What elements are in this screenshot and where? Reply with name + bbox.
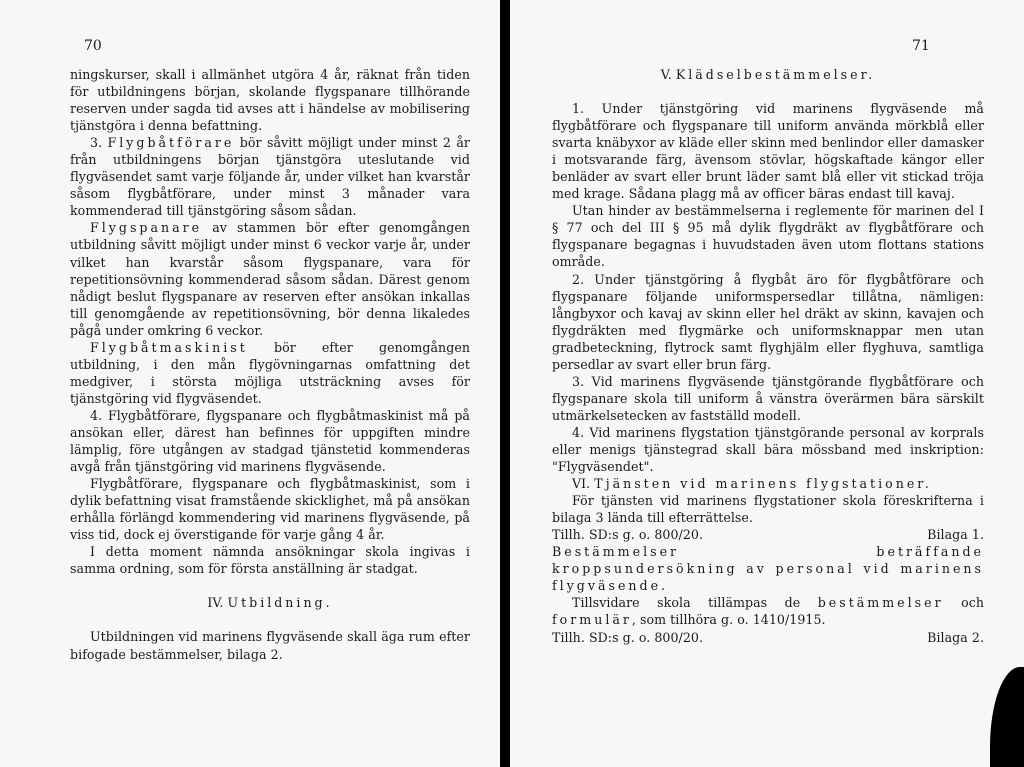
paragraph: 3. Flygbåtförare bör såvitt möjligt under minst 2 år från utbildningens början tjänstgöra uteslutande vid flygväsendet samt varje följande år, under vilket han kvarstår såsom flygbåtförare, under minst 3 månader vara kommenderad till tjänstgöring såsom sådan. (70, 135, 470, 219)
paragraph: Flygbåtmaskinist bör efter genomgången utbildning, i den mån flygövningarnas omfattning det medgiver, i största möjliga utsträckning avses för tjänstgöring vid flygväsendet. (70, 339, 470, 406)
paragraph: Flygbåtförare, flygspanare och flygbåtmaskinist, som i dylik befattning visat framstående skicklighet, må på ansökan erhålla förlängd kommendering vid marinens flygväsende, på viss tid, dock ej överstigande för varje gång 4 år. (70, 476, 470, 543)
reference-line: Tillh. SD:s g. o. 800/20. Bilaga 1. (552, 527, 984, 543)
term: Flygbåtmaskinist (90, 339, 248, 355)
scan-shadow (990, 667, 1024, 767)
paragraph: 1. Under tjänstgöring vid marinens flygväsende må flygbåtförare och flygspanare till uniform använda mörkblå eller svarta knäbyxor av kläde eller skinn med benlindor eller damasker i motsvarande färg, ävensom stövlar, högskaftade kängor eller benläder av svart eller brunt läder samt blå eller vit stickad tröja med krage. Sådana plagg må av officer bäras endast till kavaj. (552, 101, 984, 202)
reference-line: Tillh. SD:s g. o. 800/20. Bilaga 2. (552, 629, 984, 645)
paragraph: ningskurser, skall i allmänhet utgöra 4 år, räknat från tiden för utbildningens början, skolande flygspanare tillhörande reserven under sagda tid avses att i händelse av mobilisering tjänstgöra i denna befattning. (70, 67, 470, 134)
section-heading: V. Klädselbestämmelser. (660, 67, 876, 82)
paragraph: 4. Vid marinens flygstation tjänstgörande personal av korprals eller menigs tjänstegrad skall bära mössband med inskription: "Flygväsendet". (552, 424, 984, 475)
term: Flygbåtförare (107, 135, 235, 151)
page-number: 71 (912, 38, 930, 54)
paragraph: För tjänsten vid marinens flygstationer skola föreskrifterna i bilaga 3 lända till efterrättelse. (552, 493, 984, 526)
book-gutter (500, 0, 510, 767)
left-page-text (70, 66, 470, 663)
paragraph: 4. Flygbåtförare, flygspanare och flygbåtmaskinist må på ansökan eller, därest han befinnes för uppgiften mindre lämplig, före utgången av stadgad tjänstetid kommenderas avgå från tjänstgöring vid marinens flygväsende. (70, 407, 470, 475)
paragraph: Utan hinder av bestämmelserna i reglemente för marinen del I § 77 och del III § 95 må dylik flygdräkt av flygbåtförare och flygspanare begagnas i huvudstaden även utom flottans stations område. (552, 203, 984, 270)
section-heading: IV. Utbildning. (207, 595, 333, 611)
paragraph: I detta moment nämnda ansökningar skola ingivas i samma ordning, som för första anställning är stadgat. (70, 544, 470, 577)
page-number: 70 (84, 38, 102, 54)
section-heading: VI. Tjänsten vid marinens flygstationer. (572, 476, 932, 492)
left-page (0, 0, 500, 767)
paragraph: 2. Under tjänstgöring å flygbåt äro för flygbåtförare och flygspanare följande uniformspersedlar tillåtna, nämligen: långbyxor och kavaj av skinn eller hel dräkt av skinn, kavajen och flygdräkten med flygmärke och uniformsknappar men utan gradbeteckning, flytrock samt flyghjälm eller flyghuva, samtliga persedlar av svart eller brun färg. (552, 271, 984, 372)
paragraph: Flygspanare av stammen bör efter genomgången utbildning såvitt möjligt under minst 6 veckor varje år, under vilket han kvarstår såsom flygspanare, vara för repetitionsövning kommenderad såsom sådan. Därest genom nådigt beslut flygspanare av reserven efter ansökan inkallas till genomgående av repetitionsövning, bör denna likaledes pågå under omkring 6 veckor. (70, 220, 470, 338)
paragraph: Tillsvidare skola tillämpas de bestämmelser och formulär, som tillhöra g. o. 1410/1915. (552, 595, 984, 628)
right-page-text (552, 66, 984, 646)
right-page (510, 0, 1024, 767)
paragraph: Utbildningen vid marinens flygväsende skall äga rum efter bifogade bestämmelser, bilaga 2. (70, 629, 470, 662)
appendix-title: Bestämmelser beträffande kroppsundersökning av personal vid marinens flygväsende. (552, 544, 984, 594)
term: Flygspanare (90, 220, 203, 236)
paragraph: 3. Vid marinens flygväsende tjänstgörande flygbåtförare och flygspanare skola till uniform å vänstra överärmen bära särskilt utmärkelsetecken av fastställd modell. (552, 373, 984, 423)
